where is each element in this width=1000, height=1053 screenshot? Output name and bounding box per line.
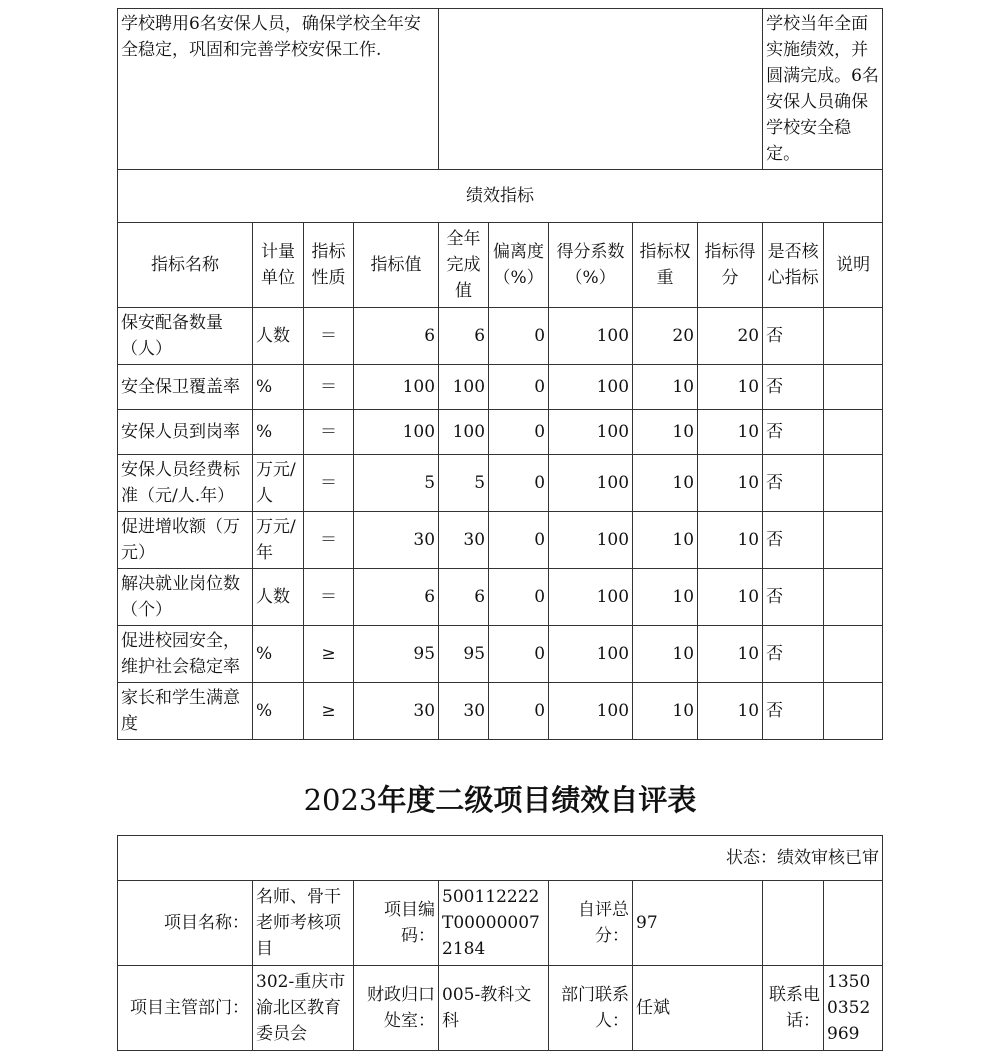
table-row (118, 410, 883, 455)
project-name-label: 项目名称： (118, 881, 253, 966)
row-nature: ＝ (304, 365, 354, 410)
row-name: 促进校园安全，维护社会稳定率 (118, 626, 253, 683)
row-note (824, 365, 883, 410)
row-score: 20 (698, 308, 763, 365)
header-note: 说明 (824, 223, 883, 308)
row-done: 6 (439, 308, 489, 365)
row-unit: 万元/年 (253, 512, 304, 569)
row-core: 否 (763, 683, 824, 740)
row-score: 10 (698, 455, 763, 512)
row-done: 30 (439, 512, 489, 569)
row-core: 否 (763, 626, 824, 683)
row-deviation: 0 (489, 569, 549, 626)
row-deviation: 0 (489, 410, 549, 455)
row-note (824, 410, 883, 455)
contact-value: 任斌 (633, 966, 763, 1051)
row-core: 否 (763, 308, 824, 365)
row-note (824, 455, 883, 512)
row-score: 10 (698, 365, 763, 410)
finance-label: 财政归口处室： (354, 966, 439, 1051)
dept-value: 302-重庆市渝北区教育委员会 (253, 966, 354, 1051)
title-year: 2023 (303, 783, 378, 817)
row-value: 6 (354, 569, 439, 626)
self-score-label: 自评总分： (549, 881, 633, 966)
row-coefficient: 100 (549, 512, 633, 569)
table-row (118, 308, 883, 365)
row-core: 否 (763, 569, 824, 626)
row-unit: % (253, 626, 304, 683)
table-row (118, 626, 883, 683)
empty-cell-1 (763, 881, 824, 966)
row-deviation: 0 (489, 308, 549, 365)
project-code-value: 500112222T000000072184 (439, 881, 549, 966)
row-nature: ＝ (304, 455, 354, 512)
phone-label: 联系电话： (763, 966, 824, 1051)
header-row (118, 223, 883, 308)
row-coefficient: 100 (549, 308, 633, 365)
row-score: 10 (698, 569, 763, 626)
row-deviation: 0 (489, 455, 549, 512)
empty-cell-2 (824, 881, 883, 966)
self-score-value: 97 (633, 881, 763, 966)
row-score: 10 (698, 683, 763, 740)
dept-label: 项目主管部门： (118, 966, 253, 1051)
header-name: 指标名称 (118, 223, 253, 308)
project-name-value: 名师、骨干老师考核项目 (253, 881, 354, 966)
title-text: 年度二级项目绩效自评表 (377, 783, 697, 817)
row-coefficient: 100 (549, 455, 633, 512)
row-value: 100 (354, 365, 439, 410)
row-weight: 10 (633, 365, 698, 410)
row-value: 95 (354, 626, 439, 683)
row-name: 促进增收额（万元） (118, 512, 253, 569)
goal-cell: 学校聘用6名安保人员，确保学校全年安全稳定，巩固和完善学校安保工作. (118, 9, 439, 170)
header-weight: 指标权重 (633, 223, 698, 308)
row-nature: ≥ (304, 626, 354, 683)
middle-cell (439, 9, 763, 170)
header-value: 指标值 (354, 223, 439, 308)
row-name: 家长和学生满意度 (118, 683, 253, 740)
table-row (118, 512, 883, 569)
row-weight: 10 (633, 512, 698, 569)
row-coefficient: 100 (549, 626, 633, 683)
row-value: 30 (354, 512, 439, 569)
row-deviation: 0 (489, 626, 549, 683)
row-coefficient: 100 (549, 683, 633, 740)
row-nature: ＝ (304, 512, 354, 569)
row-value: 30 (354, 683, 439, 740)
table-row (118, 365, 883, 410)
row-weight: 20 (633, 308, 698, 365)
row-name: 安保人员到岗率 (118, 410, 253, 455)
table-row (118, 455, 883, 512)
row-deviation: 0 (489, 512, 549, 569)
row-value: 100 (354, 410, 439, 455)
page-title (0, 778, 1000, 819)
row-score: 10 (698, 626, 763, 683)
header-unit: 计量单位 (253, 223, 304, 308)
row-done: 100 (439, 365, 489, 410)
row-nature: ≥ (304, 683, 354, 740)
row-nature: ＝ (304, 569, 354, 626)
row-note (824, 308, 883, 365)
row-weight: 10 (633, 626, 698, 683)
row-note (824, 569, 883, 626)
row-nature: ＝ (304, 410, 354, 455)
header-done: 全年完成值 (439, 223, 489, 308)
row-done: 30 (439, 683, 489, 740)
row-weight: 10 (633, 683, 698, 740)
row-coefficient: 100 (549, 410, 633, 455)
row-weight: 10 (633, 455, 698, 512)
contact-label: 部门联系人： (549, 966, 633, 1051)
row-note (824, 683, 883, 740)
row-unit: 人数 (253, 569, 304, 626)
row-note (824, 512, 883, 569)
row-value: 5 (354, 455, 439, 512)
row-unit: 万元/人 (253, 455, 304, 512)
row-nature: ＝ (304, 308, 354, 365)
row-deviation: 0 (489, 683, 549, 740)
row-core: 否 (763, 365, 824, 410)
row-unit: % (253, 410, 304, 455)
project-form-table (117, 835, 883, 1051)
header-deviation: 偏离度（%） (489, 223, 549, 308)
row-name: 解决就业岗位数（个） (118, 569, 253, 626)
row-unit: 人数 (253, 308, 304, 365)
row-core: 否 (763, 455, 824, 512)
row-name: 安保人员经费标准（元/人.年） (118, 455, 253, 512)
row-name: 安全保卫覆盖率 (118, 365, 253, 410)
row-note (824, 626, 883, 683)
row-unit: % (253, 365, 304, 410)
row-coefficient: 100 (549, 365, 633, 410)
row-done: 100 (439, 410, 489, 455)
header-score: 指标得分 (698, 223, 763, 308)
indicators-title: 绩效指标 (118, 170, 883, 223)
finance-value: 005-教科文科 (439, 966, 549, 1051)
row-weight: 10 (633, 410, 698, 455)
performance-indicator-table (117, 8, 883, 740)
header-coefficient: 得分系数（%） (549, 223, 633, 308)
row-value: 6 (354, 308, 439, 365)
row-done: 5 (439, 455, 489, 512)
table-row (118, 683, 883, 740)
row-core: 否 (763, 410, 824, 455)
row-done: 95 (439, 626, 489, 683)
result-cell: 学校当年全面实施绩效，并圆满完成。6名安保人员确保学校安全稳定。 (763, 9, 883, 170)
row-score: 10 (698, 410, 763, 455)
row-name: 保安配备数量（人） (118, 308, 253, 365)
row-done: 6 (439, 569, 489, 626)
status-text: 状态：绩效审核已审 (118, 836, 883, 881)
header-core: 是否核心指标 (763, 223, 824, 308)
row-weight: 10 (633, 569, 698, 626)
row-deviation: 0 (489, 365, 549, 410)
row-core: 否 (763, 512, 824, 569)
phone-value: 13500352969 (824, 966, 883, 1051)
row-coefficient: 100 (549, 569, 633, 626)
header-nature: 指标性质 (304, 223, 354, 308)
project-code-label: 项目编码： (354, 881, 439, 966)
table-row (118, 569, 883, 626)
row-score: 10 (698, 512, 763, 569)
row-unit: % (253, 683, 304, 740)
